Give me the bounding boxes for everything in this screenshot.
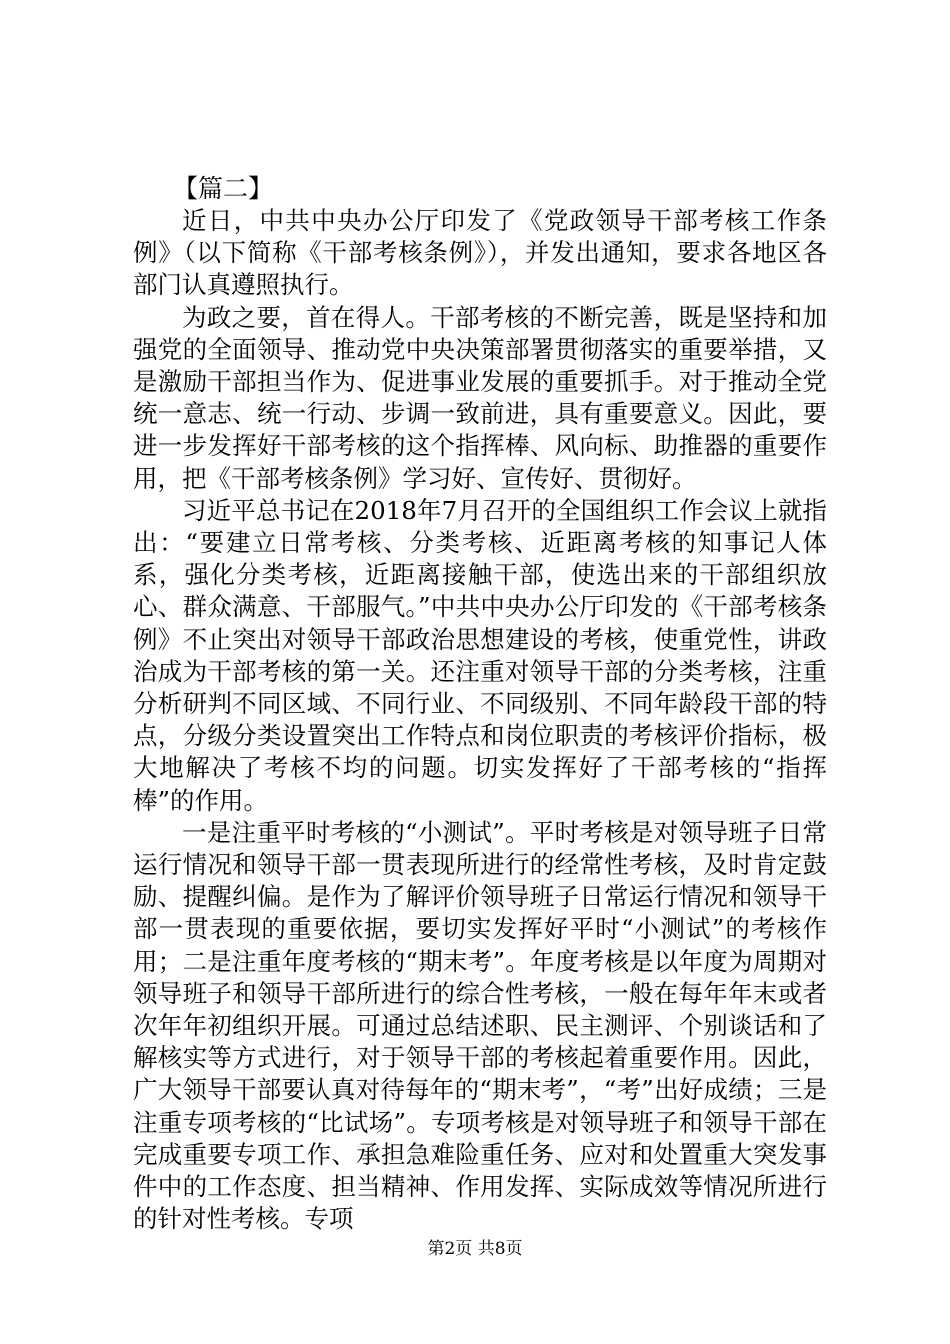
paragraph-3: 习近平总书记在2018年7月召开的全国组织工作会议上就指出：“要建立日常考核、分类考核、近距离考核的知事记人体系，强化分类考核，近距离接触干部，使选出来的干部组织放心、群众满意、干部服气。”中共中央办公厅印发的《干部考核条例》不止突出对领导干部政治思想建设的考核，使重党性，讲政治成为干部考核的第一关。还注重对领导干部的分类考核，注重分析研判不同区域、不同行业、不同级别、不同年龄段干部的特点，分级分类设置突出工作特点和岗位职责的考核评价指标，极大地解决了考核不均的问题。切实发挥好了干部考核的“指挥棒”的作用。 bbox=[133, 495, 827, 815]
section-heading: 【篇二】 bbox=[173, 174, 274, 203]
paragraph-1: 近日，中共中央办公厅印发了《党政领导干部考核工作条例》（以下简称《干部考核条例》），并发出通知，要求各地区各部门认真遵照执行。 bbox=[133, 206, 827, 300]
page-number-footer: 第2页 共8页 bbox=[427, 1239, 523, 1259]
document-body bbox=[133, 172, 827, 1236]
paragraph-4: 一是注重平时考核的“小测试”。平时考核是对领导班子日常运行情况和领导干部一贯表现所进行的经常性考核，及时肯定鼓励、提醒纠偏。是作为了解评价领导班子日常运行情况和领导干部一贯表现的重要依据，要切实发挥好平时“小测试”的考核作用；二是注重年度考核的“期末考”。年度考核是以年度为周期对领导班子和领导干部所进行的综合性考核，一般在每年年末或者次年年初组织开展。可通过总结述职、民主测评、个别谈话和了解核实等方式进行，对于领导干部的考核起着重要作用。因此，广大领导干部要认真对待每年的“期末考”，“考”出好成绩；三是注重专项考核的“比试场”。专项考核是对领导班子和领导干部在完成重要专项工作、承担急难险重任务、应对和处置重大突发事件中的工作态度、担当精神、作用发挥、实际成效等情况所进行的针对性考核。专项 bbox=[133, 817, 827, 1234]
paragraph-2: 为政之要，首在得人。干部考核的不断完善，既是坚持和加强党的全面领导、推动党中央决策部署贯彻落实的重要举措，又是激励干部担当作为、促进事业发展的重要抓手。对于推动全党统一意志、统一行动、步调一致前进，具有重要意义。因此，要进一步发挥好干部考核的这个指挥棒、风向标、助推器的重要作用，把《干部考核条例》学习好、宣传好、贯彻好。 bbox=[133, 302, 827, 493]
